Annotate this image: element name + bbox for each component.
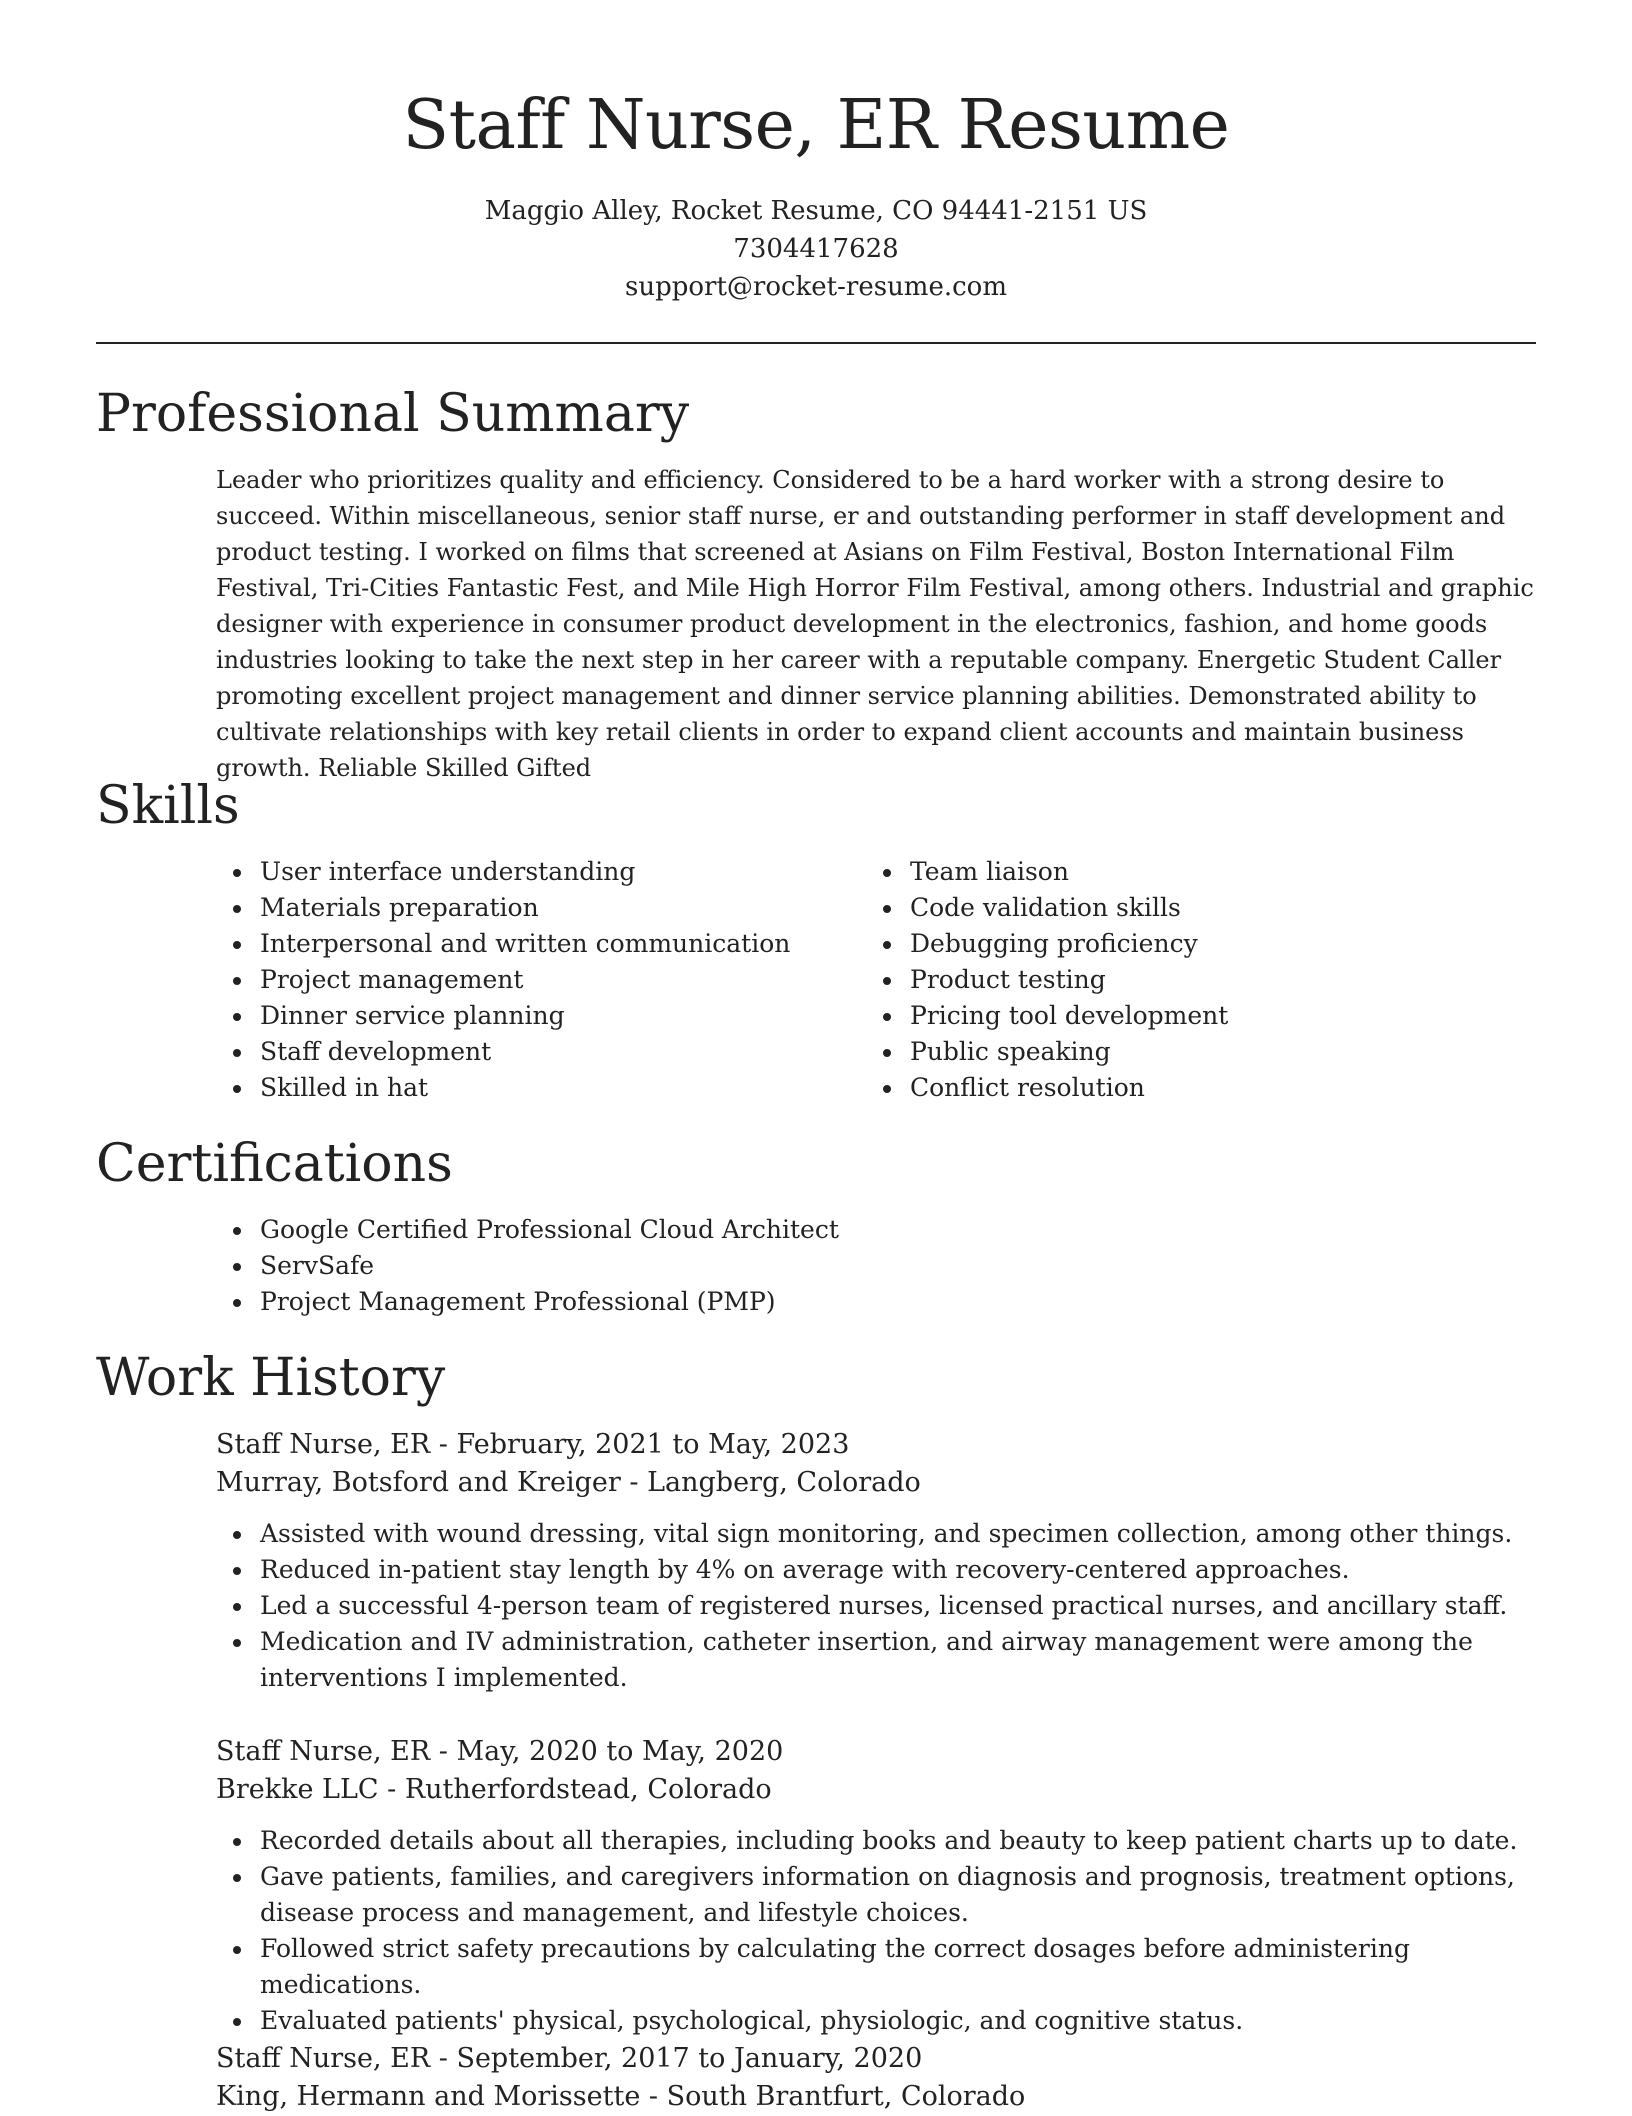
skill-item: Code validation skills [866, 890, 1228, 926]
job-bullet: Followed strict safety precautions by calculating the correct dosages before administering medications. [216, 1931, 1546, 2003]
summary-text: Leader who prioritizes quality and efficiency. Considered to be a hard worker with a strong desire to succeed. Within miscellaneous, senior staff nurse, er and outstanding performer in staff development and product testing. I worked on films that screened at Asians on Film Festival, Boston International Film Festival, Tri-Cities Fantastic Fest, and Mile High Horror Film Festival, among others. Industrial and graphic designer with experience in consumer product development in the electronics, fashion, and home goods industries looking to take the next step in her career with a reputable company. Energetic Student Caller promoting excellent project management and dinner service planning abilities. Demonstrated ability to cultivate relationships with key retail clients in order to expand client accounts and maintain business growth. Reliable Skilled Gifted [216, 466, 1534, 782]
skill-item: Product testing [866, 962, 1228, 998]
resume-title: Staff Nurse, ER Resume [402, 86, 1230, 165]
job-bullets [216, 1516, 1546, 1696]
skill-item: Pricing tool development [866, 998, 1228, 1034]
contact-address: Maggio Alley, Rocket Resume, CO 94441-2151 US [484, 196, 1148, 226]
job-company-location: Murray, Botsford and Kreiger - Langberg, Colorado [216, 1467, 921, 1498]
skill-item: Interpersonal and written communication [216, 926, 790, 962]
skill-item: Debugging proficiency [866, 926, 1228, 962]
job-bullets [216, 1823, 1546, 2039]
job-title-dates: Staff Nurse, ER - February, 2021 to May, 2023 [216, 1429, 850, 1460]
contact-phone: 7304417628 [733, 234, 899, 264]
certifications-heading: Certifications [96, 1134, 453, 1194]
job-title-dates: Staff Nurse, ER - May, 2020 to May, 2020 [216, 1736, 784, 1767]
summary-heading: Professional Summary [96, 384, 690, 444]
skill-item: Public speaking [866, 1034, 1228, 1070]
skill-item: User interface understanding [216, 854, 790, 890]
skills-list-right [866, 854, 1228, 1106]
skill-item: Conflict resolution [866, 1070, 1228, 1106]
contact-email: support@rocket-resume.com [624, 272, 1007, 302]
resume-header [0, 0, 1632, 306]
job-bullet: Gave patients, families, and caregivers information on diagnosis and prognosis, treatment options, disease process and management, and lifestyle choices. [216, 1859, 1546, 1931]
skill-item: Dinner service planning [216, 998, 790, 1034]
certifications-list [216, 1212, 839, 1320]
work-history-heading: Work History [96, 1348, 446, 1408]
skill-item: Skilled in hat [216, 1070, 790, 1106]
skill-item: Project management [216, 962, 790, 998]
job-company-location: King, Hermann and Morissette - South Brantfurt, Colorado [216, 2081, 1026, 2112]
job-company-location: Brekke LLC - Rutherfordstead, Colorado [216, 1774, 772, 1805]
job-bullet: Evaluated patients' physical, psychological, physiologic, and cognitive status. [216, 2003, 1546, 2039]
certification-item: ServSafe [216, 1248, 839, 1284]
skill-item: Staff development [216, 1034, 790, 1070]
job-title-dates: Staff Nurse, ER - September, 2017 to January, 2020 [216, 2043, 923, 2074]
job-entry [216, 1426, 1546, 1696]
certification-item: Google Certified Professional Cloud Architect [216, 1212, 839, 1248]
header-divider [96, 342, 1536, 344]
skill-item: Materials preparation [216, 890, 790, 926]
certification-item: Project Management Professional (PMP) [216, 1284, 839, 1320]
job-bullet: Reduced in-patient stay length by 4% on average with recovery-centered approaches. [216, 1552, 1546, 1588]
job-bullet: Led a successful 4-person team of registered nurses, licensed practical nurses, and ancillary staff. [216, 1588, 1546, 1624]
contact-block [0, 192, 1632, 306]
job-bullet: Recorded details about all therapies, including books and beauty to keep patient charts up to date. [216, 1823, 1546, 1859]
skills-heading: Skills [96, 776, 240, 836]
job-bullet: Medication and IV administration, catheter insertion, and airway management were among the interventions I implemented. [216, 1624, 1546, 1696]
skills-list-left [216, 854, 790, 1106]
job-entry [216, 2040, 1546, 2116]
job-bullet: Assisted with wound dressing, vital sign monitoring, and specimen collection, among other things. [216, 1516, 1546, 1552]
skill-item: Team liaison [866, 854, 1228, 890]
job-entry [216, 1733, 1546, 2039]
